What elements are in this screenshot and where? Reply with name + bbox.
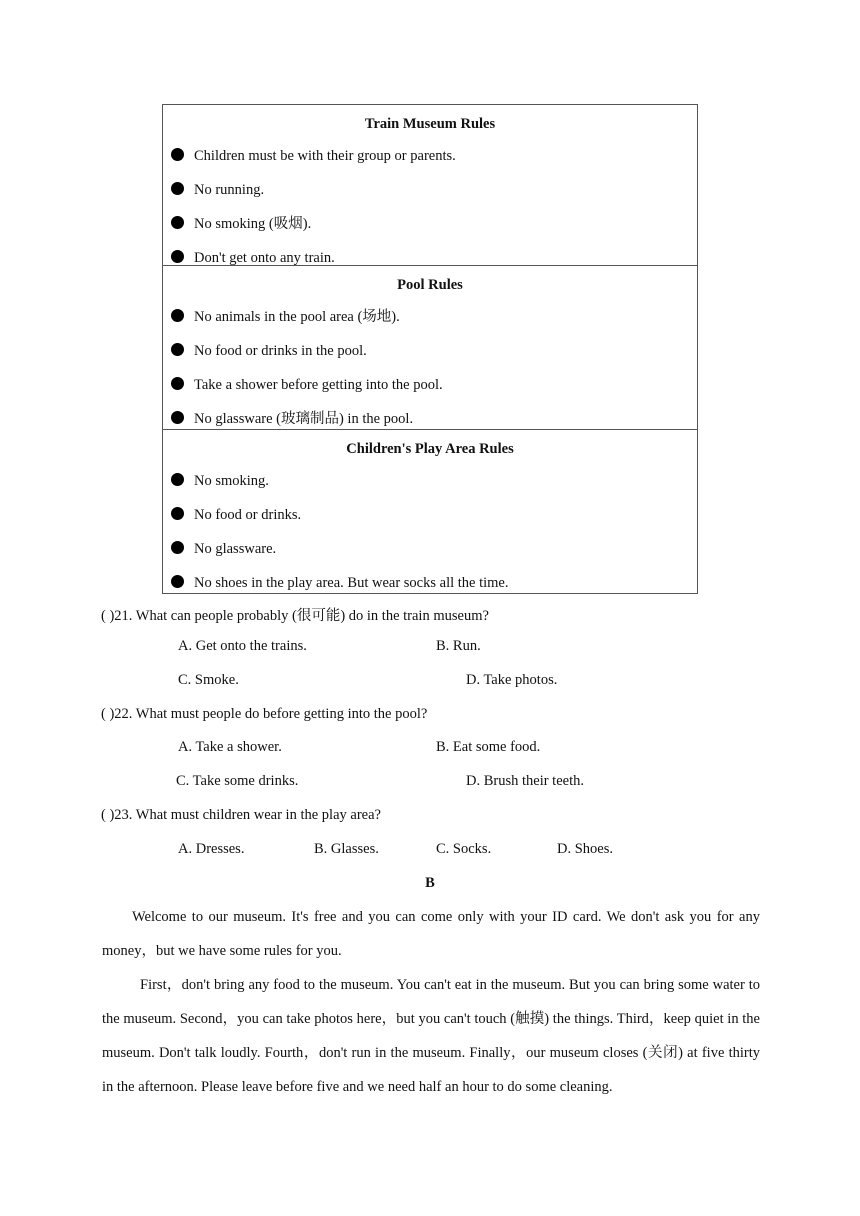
bullet-icon xyxy=(171,216,184,229)
rule-item: No running. xyxy=(171,180,264,200)
rule-item: Don't get onto any train. xyxy=(171,248,335,268)
bullet-icon xyxy=(171,377,184,390)
option-d: D. Shoes. xyxy=(557,841,613,857)
option-d: D. Take photos. xyxy=(466,672,558,688)
option-c: C. Take some drinks. xyxy=(176,773,299,789)
rule-item: No glassware (玻璃制品) in the pool. xyxy=(171,409,413,429)
bullet-icon xyxy=(171,507,184,520)
rules-table xyxy=(162,104,698,594)
option-d: D. Brush their teeth. xyxy=(466,773,584,789)
question-23: ( )23. What must children wear in the play area? xyxy=(101,807,381,823)
rule-box-title: Train Museum Rules xyxy=(364,116,496,132)
bullet-icon xyxy=(171,250,184,263)
rule-item: Children must be with their group or parents. xyxy=(171,146,456,166)
option-c: C. Smoke. xyxy=(178,672,239,688)
paragraph-2: First，don't bring any food to the museum. You can't eat in the museum. But you can bring some water to the museum. Second，you can take photos here，but you can't touch (触摸) the things. Third，keep quiet in the museum. Don't talk loudly. Fourth，don't run in the museum. Finally，our museum closes (关闭) at five thirty in the afternoon. Please leave before five and we need half an hour to do some cleaning. xyxy=(102,977,760,1095)
rule-item: Take a shower before getting into the pool. xyxy=(171,375,443,395)
option-b: B. Eat some food. xyxy=(436,739,541,755)
bullet-icon xyxy=(171,541,184,554)
question-21: ( )21. What can people probably (很可能) do in the train museum? xyxy=(101,608,489,624)
train-museum-rules xyxy=(162,104,698,266)
option-c: C. Socks. xyxy=(436,841,492,857)
bullet-icon xyxy=(171,182,184,195)
rule-box-title: Pool Rules xyxy=(397,277,463,293)
bullet-icon xyxy=(171,411,184,424)
paragraph-1: Welcome to our museum. It's free and you can come only with your ID card. We don't ask you for any money，but we have some rules for you. xyxy=(102,909,760,959)
bullet-icon xyxy=(171,309,184,322)
rule-item: No smoking (吸烟). xyxy=(171,214,311,234)
rule-item: No food or drinks. xyxy=(171,505,301,525)
option-a: A. Dresses. xyxy=(178,841,245,857)
rule-item: No food or drinks in the pool. xyxy=(171,341,367,361)
bullet-icon xyxy=(171,148,184,161)
option-a: A. Take a shower. xyxy=(178,739,282,755)
bullet-icon xyxy=(171,473,184,486)
question-22: ( )22. What must people do before getting into the pool? xyxy=(101,706,428,722)
rule-item: No animals in the pool area (场地). xyxy=(171,307,400,327)
rule-box-title: Children's Play Area Rules xyxy=(346,441,514,457)
option-b: B. Glasses. xyxy=(314,841,379,857)
play-area-rules xyxy=(162,430,698,594)
section-heading: B xyxy=(425,875,435,891)
rule-item: No smoking. xyxy=(171,471,269,491)
rule-item: No shoes in the play area. But wear socks all the time. xyxy=(171,573,508,593)
rule-item: No glassware. xyxy=(171,539,276,559)
option-b: B. Run. xyxy=(436,638,481,654)
option-a: A. Get onto the trains. xyxy=(178,638,307,654)
pool-rules xyxy=(162,266,698,430)
bullet-icon xyxy=(171,343,184,356)
bullet-icon xyxy=(171,575,184,588)
